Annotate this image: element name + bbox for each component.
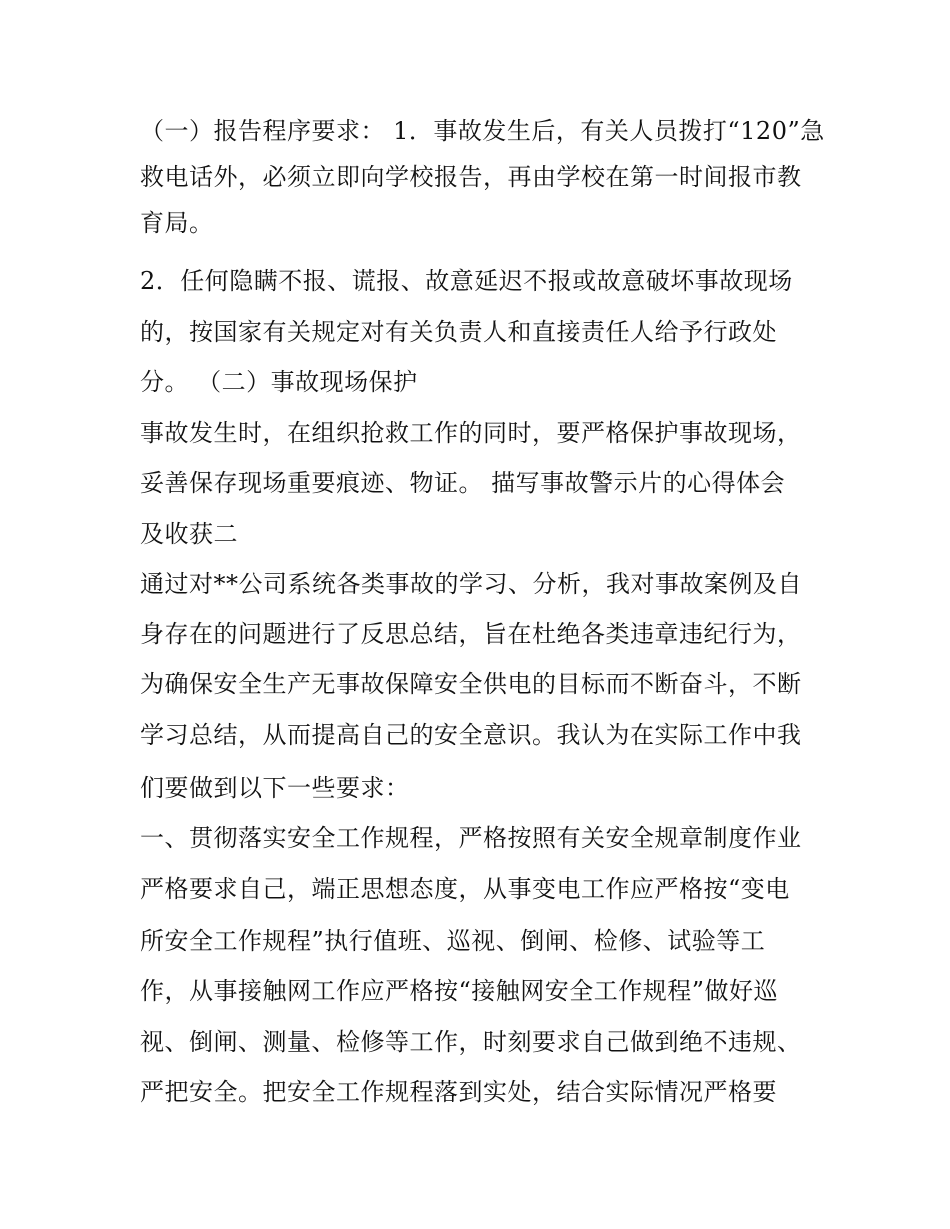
text-line: 分。 （二）事故现场保护 [140,368,418,396]
text-line: 一、贯彻落实安全工作规程，严格按照有关安全规章制度作业 [140,824,802,852]
text-line: 妥善保存现场重要痕迹、物证。 描写事故警示片的心得体会 [140,469,786,497]
text-line: 事故发生时，在组织抢救工作的同时，要严格保护事故现场， [140,419,802,447]
text-line: 及收获二 [140,520,238,548]
text-line: 学习总结，从而提高自己的安全意识。我认为在实际工作中我 [140,721,802,749]
text-line: 通过对**公司系统各类事故的学习、分析，我对事故案例及自 [140,570,802,598]
text-line: 作，从事接触网工作应严格按“接触网安全工作规程”做好巡 [140,977,779,1005]
text-line: 严把安全。把安全工作规程落到实处，结合实际情况严格要 [140,1078,777,1106]
text-line: 为确保安全生产无事故保障安全供电的目标而不断奋斗，不断 [140,670,802,698]
text-line: （一）报告程序要求： 1．事故发生后，有关人员拨打“120”急 [140,117,825,145]
text-line: 2．任何隐瞒不报、谎报、故意延迟不报或故意破坏事故现场 [140,267,793,295]
text-line: 所安全工作规程”执行值班、巡视、倒闸、检修、试验等工 [140,927,766,955]
text-line: 救电话外，必须立即向学校报告，再由学校在第一时间报市教 [140,163,802,191]
text-line: 们要做到以下一些要求： [140,774,410,802]
text-line: 视、倒闸、测量、检修等工作，时刻要求自己做到绝不违规、 [140,1028,802,1056]
text-line: 身存在的问题进行了反思总结，旨在杜绝各类违章违纪行为， [140,620,802,648]
text-line: 严格要求自己，端正思想态度，从事变电工作应严格按“变电 [140,875,790,903]
text-line: 的，按国家有关规定对有关负责人和直接责任人给予行政处 [140,318,777,346]
text-line: 育局。 [140,209,214,237]
